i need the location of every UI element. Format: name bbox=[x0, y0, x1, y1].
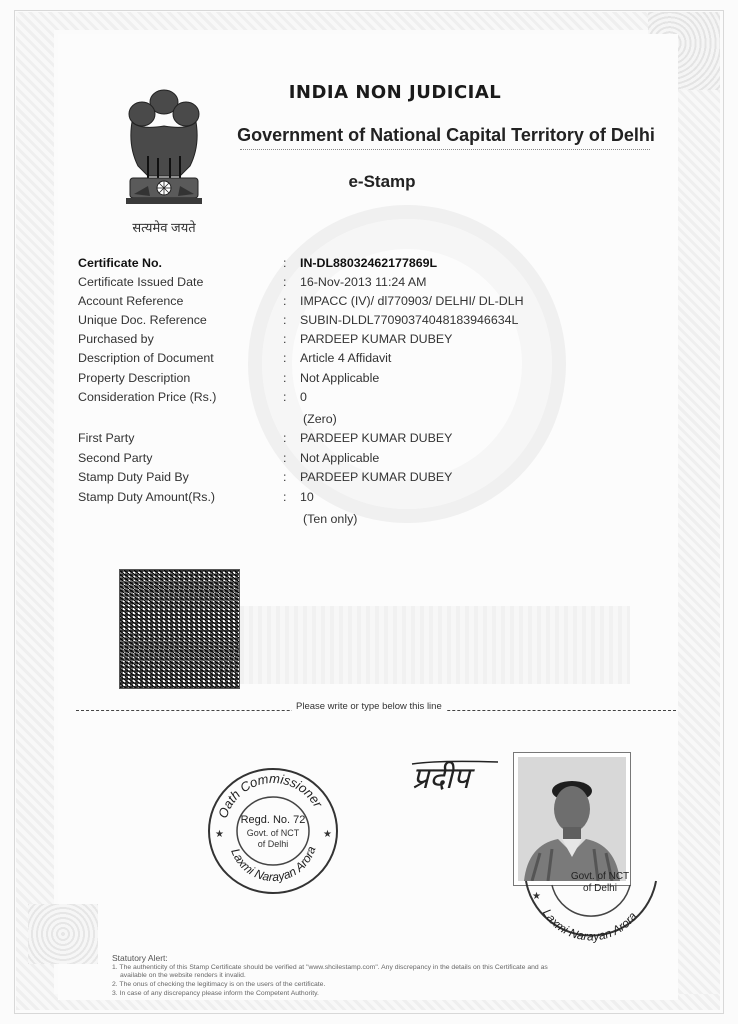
field-label: First Party bbox=[78, 431, 135, 445]
statutory-alert-item: 3. In case of any discrepancy please inform the Competent Authority. bbox=[112, 990, 319, 997]
field-colon: : bbox=[283, 451, 287, 465]
lion-capital-emblem-icon bbox=[118, 86, 210, 214]
oath-commissioner-seal bbox=[205, 765, 341, 897]
field-colon: : bbox=[283, 431, 287, 445]
statutory-alert-title: Statutory Alert: bbox=[112, 953, 168, 963]
field-colon: : bbox=[283, 490, 287, 504]
field-value: 10 bbox=[300, 490, 314, 504]
seal-govt: Govt. of NCT bbox=[246, 828, 300, 838]
field-label: Certificate Issued Date bbox=[78, 275, 204, 289]
seal-delhi: of Delhi bbox=[257, 839, 289, 849]
statutory-alert-item: 1. The authenticity of this Stamp Certificate should be verified at "www.shcilestamp.com". Any discrepancy in the details on this Certificate and as bbox=[112, 964, 548, 971]
field-value: IMPACC (IV)/ dl770903/ DELHI/ DL-DLH bbox=[300, 294, 524, 308]
field-label: Description of Document bbox=[78, 351, 214, 365]
seal-bottom-text: Laxmi Narayan Arora bbox=[228, 844, 319, 885]
field-colon: : bbox=[283, 275, 287, 289]
field-colon: : bbox=[283, 256, 287, 270]
consideration-in-words: (Zero) bbox=[303, 412, 337, 426]
star-icon: ★ bbox=[215, 829, 224, 840]
qr-code bbox=[119, 569, 240, 689]
field-colon: : bbox=[283, 313, 287, 327]
seal-top-text: Oath Commissioner bbox=[215, 770, 326, 821]
amount-in-words: (Ten only) bbox=[303, 512, 358, 526]
handwritten-signature bbox=[408, 752, 504, 802]
field-colon: : bbox=[283, 332, 287, 346]
field-value: Article 4 Affidavit bbox=[300, 351, 392, 365]
field-label: Unique Doc. Reference bbox=[78, 313, 207, 327]
seal-reg-no: Regd. No. 72 bbox=[240, 814, 306, 826]
field-colon: : bbox=[283, 371, 287, 385]
field-value: Not Applicable bbox=[300, 451, 380, 465]
seal-partial-govt: Govt. of NCT bbox=[570, 871, 630, 882]
svg-text:Oath Commissioner bbox=[215, 771, 326, 820]
field-colon: : bbox=[283, 390, 287, 404]
field-label: Certificate No. bbox=[78, 256, 162, 270]
field-value: SUBIN-DLDL77090374048183946634L bbox=[300, 313, 519, 327]
document-title: INDIA NON JUDICIAL bbox=[288, 82, 502, 103]
field-label: Stamp Duty Paid By bbox=[78, 470, 189, 484]
ornamental-border-top bbox=[16, 12, 720, 30]
field-value: 0 bbox=[300, 390, 307, 404]
cut-line-instruction: Please write or type below this line bbox=[292, 701, 446, 712]
field-label: Purchased by bbox=[78, 332, 154, 346]
field-label: Consideration Price (Rs.) bbox=[78, 390, 217, 404]
document-type: e-Stamp bbox=[348, 172, 416, 191]
ornamental-border-right bbox=[676, 12, 720, 1010]
field-label: Second Party bbox=[78, 451, 153, 465]
field-colon: : bbox=[283, 294, 287, 308]
field-value: PARDEEP KUMAR DUBEY bbox=[300, 470, 453, 484]
emblem-motto: सत्यमेव जयते bbox=[132, 220, 196, 235]
field-label: Account Reference bbox=[78, 294, 184, 308]
statutory-alert-item: available on the website renders it invalid. bbox=[120, 972, 246, 979]
field-value: PARDEEP KUMAR DUBEY bbox=[300, 332, 453, 346]
svg-text:Laxmi Narayan Arora bbox=[540, 906, 640, 943]
field-colon: : bbox=[283, 470, 287, 484]
ornamental-border-left bbox=[16, 12, 54, 1010]
field-label: Stamp Duty Amount(Rs.) bbox=[78, 490, 216, 504]
star-icon: ★ bbox=[532, 891, 541, 902]
field-value: PARDEEP KUMAR DUBEY bbox=[300, 431, 453, 445]
seal-partial-arc-text: Laxmi Narayan Arora bbox=[539, 906, 640, 944]
field-value: Not Applicable bbox=[300, 371, 380, 385]
star-icon: ★ bbox=[323, 829, 332, 840]
field-value: IN-DL88032462177869L bbox=[300, 256, 438, 270]
corner-ornament-bottom-left bbox=[28, 904, 98, 964]
svg-text:Laxmi Narayan Arora bbox=[228, 844, 318, 884]
field-label: Property Description bbox=[78, 371, 191, 385]
seal-partial-delhi: of Delhi bbox=[583, 883, 617, 894]
oath-commissioner-seal-partial bbox=[522, 855, 660, 965]
statutory-alert-item: 2. The onus of checking the legitimacy is on the users of the certificate. bbox=[112, 981, 326, 988]
field-colon: : bbox=[283, 351, 287, 365]
signature-text: प्रदीप bbox=[412, 761, 470, 796]
watermark-band bbox=[240, 606, 630, 684]
field-value: 16-Nov-2013 11:24 AM bbox=[300, 275, 427, 289]
title-underline bbox=[240, 149, 650, 150]
issuing-government: Government of National Capital Territory of Delhi bbox=[237, 125, 655, 145]
